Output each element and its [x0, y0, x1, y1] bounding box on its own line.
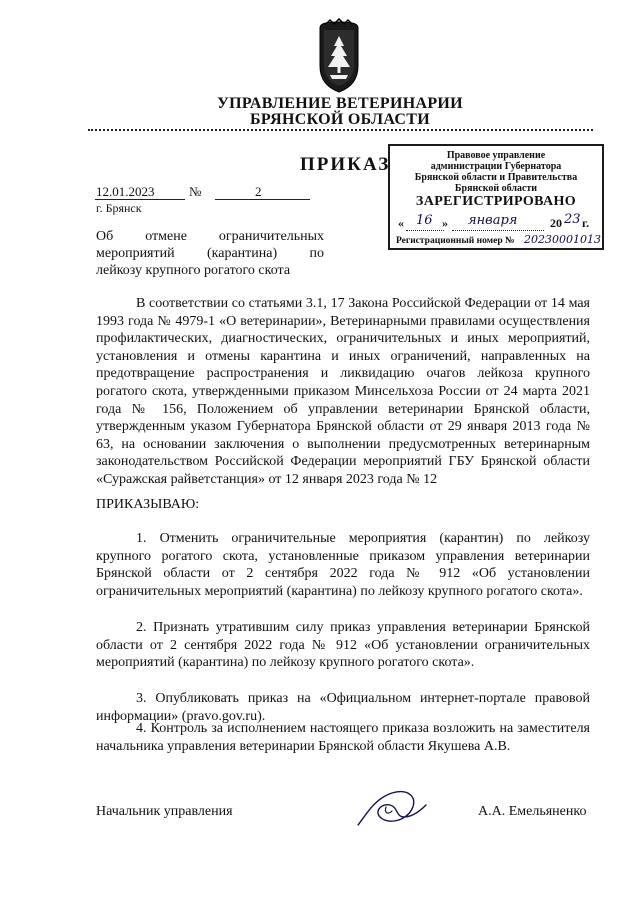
stamp-line3: Брянской области и Правительства	[414, 172, 578, 183]
stamp-line4: Брянской области	[454, 183, 538, 194]
document-city: г. Брянск	[96, 201, 142, 215]
stamp-quote-open: «	[398, 216, 404, 230]
stamp-registered: ЗАРЕГИСТРИРОВАНО	[415, 194, 577, 209]
subject-line3: лейкозу крупного рогатого скота	[96, 263, 291, 278]
stamp-quote-close: »	[442, 216, 448, 230]
order-word: ПРИКАЗЫВАЮ:	[96, 497, 200, 512]
stamp-year-unit: г.	[582, 216, 590, 230]
registration-stamp	[388, 144, 604, 250]
document-number: 2	[255, 184, 262, 199]
organization-name-line1: УПРАВЛЕНИЕ ВЕТЕРИНАРИИ	[217, 95, 463, 112]
coat-of-arms-emblem	[310, 18, 368, 94]
stamp-reg-label: Регистрационный номер №	[396, 236, 515, 246]
document-number-sign: №	[189, 184, 202, 199]
stamp-day-underline	[406, 230, 444, 231]
order-item-2: 2. Признать утратившим силу приказ управления ветеринарии Брянской области от 2 сентября 2022 года № 912 «Об установлении ограничительных мероприятий (карантина) по лейкозу крупного рогатого скота».	[96, 620, 590, 671]
document-type-title: ПРИКАЗ	[300, 154, 391, 175]
organization-name-line2: БРЯНСКОЙ ОБЛАСТИ	[250, 111, 430, 128]
signatory-name: А.А. Емельяненко	[478, 804, 587, 819]
subject-line2: мероприятий (карантина) по	[96, 246, 324, 261]
stamp-reg-number: 20230001013	[524, 233, 601, 246]
document-subject	[96, 228, 324, 279]
date-underline	[95, 199, 185, 200]
preamble-paragraph: В соответствии со статьями 3.1, 17 Закона Российской Федерации от 14 мая 1993 года № 4979-1 «О ветеринарии», Ветеринарными правилами осуществления профилактических, диагностических, ограничительных и иных мероприятий, установления и отмены карантина и иных ограничений, направленных на предотвращение распространения и ликвидацию очагов лейкоза крупного рогатого скота, утвержденными приказом Минсельхоза России от 24 марта 2021 года № 156, Положением об управлении ветеринарии Брянской области, утвержденным указом Губернатора Брянской области от 29 января 2013 года № 63, на основании заключения о выполнении предусмотренных ветеринарным законодательством Российской Федерации мероприятий ГБУ Брянской области «Суражская райветстанция» от 12 января 2023 года № 12	[96, 296, 590, 487]
stamp-year-prefix: 20	[550, 216, 562, 230]
order-item-1: 1. Отменить ограничительные мероприятия (карантин) по лейкозу крупного рогатого скота, установленные приказом управления ветеринарии Брянской области от 2 сентября 2022 года № 912 «Об установлении ограничительных мероприятий (карантина) по лейкозу крупного рогатого скота».	[96, 531, 590, 599]
stamp-day: 16	[416, 213, 433, 228]
subject-line1: Об отмене ограничительных	[96, 229, 324, 244]
stamp-year-suffix: 23	[564, 212, 581, 227]
header-divider	[88, 129, 593, 131]
number-underline	[215, 199, 310, 200]
document-date: 12.01.2023	[96, 184, 155, 199]
stamp-line1: Правовое управление	[446, 150, 546, 161]
stamp-month-underline	[452, 230, 544, 231]
stamp-month: января	[468, 213, 518, 228]
order-item-4: 4. Контроль за исполнением настоящего приказа возложить на заместителя начальника управления ветеринарии Брянской области Якушева А.В.	[96, 721, 590, 754]
signatory-role: Начальник управления	[96, 804, 233, 819]
handwritten-signature	[352, 785, 430, 833]
stamp-line2: администрации Губернатора	[430, 161, 562, 172]
order-item-3: 3. Опубликовать приказ на «Официальном интернет-портале правовой информации» (pravo.gov.ru).	[96, 691, 590, 724]
